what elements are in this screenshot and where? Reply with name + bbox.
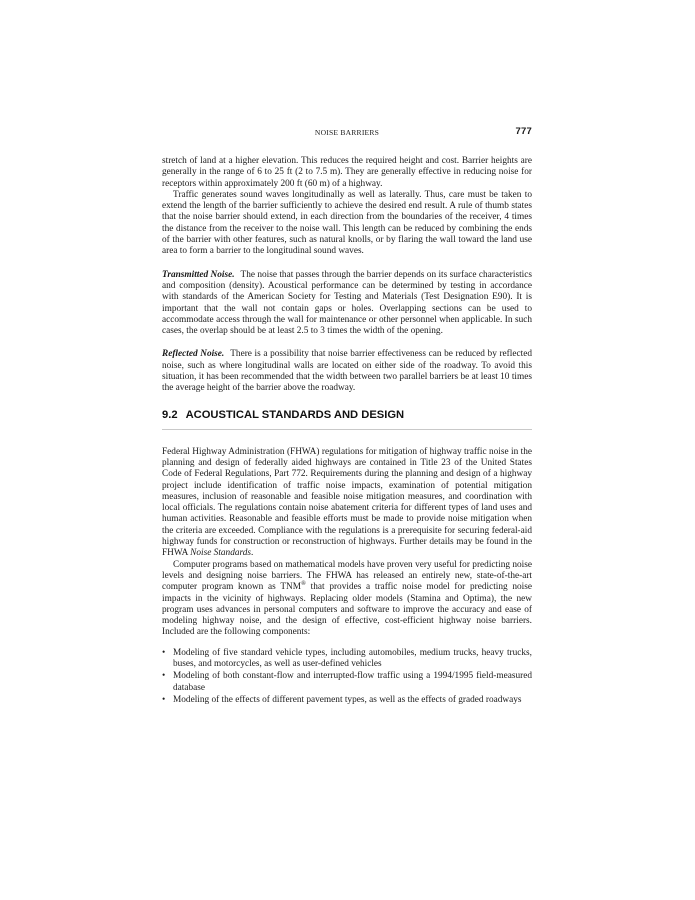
list-item: [162, 671, 532, 694]
fhwa-regulations-end: .: [251, 548, 254, 559]
section-title: ACOUSTICAL STANDARDS AND DESIGN: [185, 408, 405, 421]
paragraph-transmitted-noise: [162, 270, 532, 338]
section-number: 9.2: [162, 408, 178, 421]
running-title: NOISE BARRIERS: [314, 128, 380, 137]
runin-heading-reflected: Reflected Noise.: [162, 349, 225, 360]
running-header: [162, 127, 532, 141]
bullet-icon: •: [162, 694, 166, 705]
transmitted-noise-text: The noise that passes through the barrier depends on its surface characteristics and composition (density). Acoustical performance can be determined by testing in accordance with standards of the American Society for Testing and Materials (Test Designation E90). It is important that the wall not contain gaps or holes. Overlapping sections can be used to accommodate access through the wall for maintenance or other personnel when applicable. In such cases, the overlap should be at least 2.5 to 3 times the width of the opening.: [162, 269, 532, 337]
paragraph-fhwa-regulations: [162, 447, 532, 560]
bullet-icon: •: [162, 647, 166, 658]
paragraph-longitudinal-sound: Traffic generates sound waves longitudinally as well as laterally. Thus, care must be taken to extend the length of the barrier sufficiently to achieve the desired end result. A rule of thumb states that the noise barrier should extend, in each direction from the boundaries of the receiver, 4 times the distance from the receiver to the noise wall. This length can be reduced by combining the ends of the barrier with other features, such as natural knolls, or by flaring the wall toward the land use area to form a barrier to the longitudinal sound waves.: [162, 189, 532, 257]
paragraph-reflected-noise: [162, 349, 532, 394]
section-heading: [162, 409, 532, 430]
components-list: [162, 648, 532, 706]
computer-programs-text-a: Computer programs based on mathematical models have proven very useful for predicting noise levels and designing noise barriers. The FHWA has released an entirely new, state-of-the-art computer program known as TNM: [162, 559, 532, 593]
list-item-text: Modeling of both constant-flow and interrupted-flow traffic using a 1994/1995 field-measured database: [173, 671, 532, 693]
reflected-noise-text: There is a possibility that noise barrier effectiveness can be reduced by reflected noise, such as where longitudinal walls are located on either side of the roadway. To avoid this situation, it has been recommended that the width between two parallel barriers be at least 10 times the average height of the barrier above the roadway.: [162, 349, 532, 394]
paragraph-computer-programs: [162, 560, 532, 639]
list-item-text: Modeling of five standard vehicle types, including automobiles, medium trucks, heavy trucks, buses, and motorcycles, as well as user-defined vehicles: [173, 647, 532, 669]
bullet-icon: •: [162, 671, 166, 682]
registered-mark: ®: [301, 580, 306, 588]
fhwa-regulations-text: Federal Highway Administration (FHWA) regulations for mitigation of highway traffic noise in the planning and design of federally aided highways are contained in Title 23 of the United States Code of Federal Regulations, Part 772. Requirements during the planning and design of a highway project include identification of traffic noise impacts, examination of potential mitigation measures, inclusion of reasonable and feasible noise mitigation measures, and coordination with local officials. The regulations contain noise abatement criteria for different types of land uses and human activities. Reasonable and feasible efforts must be made to provide noise mitigation when the criteria are exceeded. Compliance with the regulations is a prerequisite for securing federal-aid highway funds for construction or reconstruction of highways. Further details may be found in the FHWA: [162, 446, 532, 559]
list-item: [162, 695, 532, 706]
page-number: 777: [515, 126, 532, 137]
computer-programs-text-b: that provides a traffic noise model for predicting noise impacts in the vicinity of highways. Replacing older models (Stamina and Optima), the new program uses advances in personal computers and software to improve the accuracy and ease of modeling highway noise, and the design of effective, cost-efficient highway noise barriers. Included are the following components:: [162, 582, 532, 638]
document-page: [162, 127, 532, 707]
runin-heading-transmitted: Transmitted Noise.: [162, 269, 235, 280]
paragraph-continued: stretch of land at a higher elevation. This reduces the required height and cost. Barrier heights are generally in the range of 6 to 25 ft (2 to 7.5 m). They are generally effective in reducing noise for receptors within approximately 200 ft (60 m) of a highway.: [162, 156, 532, 189]
list-item-text: Modeling of the effects of different pavement types, as well as the effects of graded roadways: [173, 694, 522, 705]
noise-standards-title: Noise Standards: [190, 548, 252, 559]
list-item: [162, 648, 532, 671]
